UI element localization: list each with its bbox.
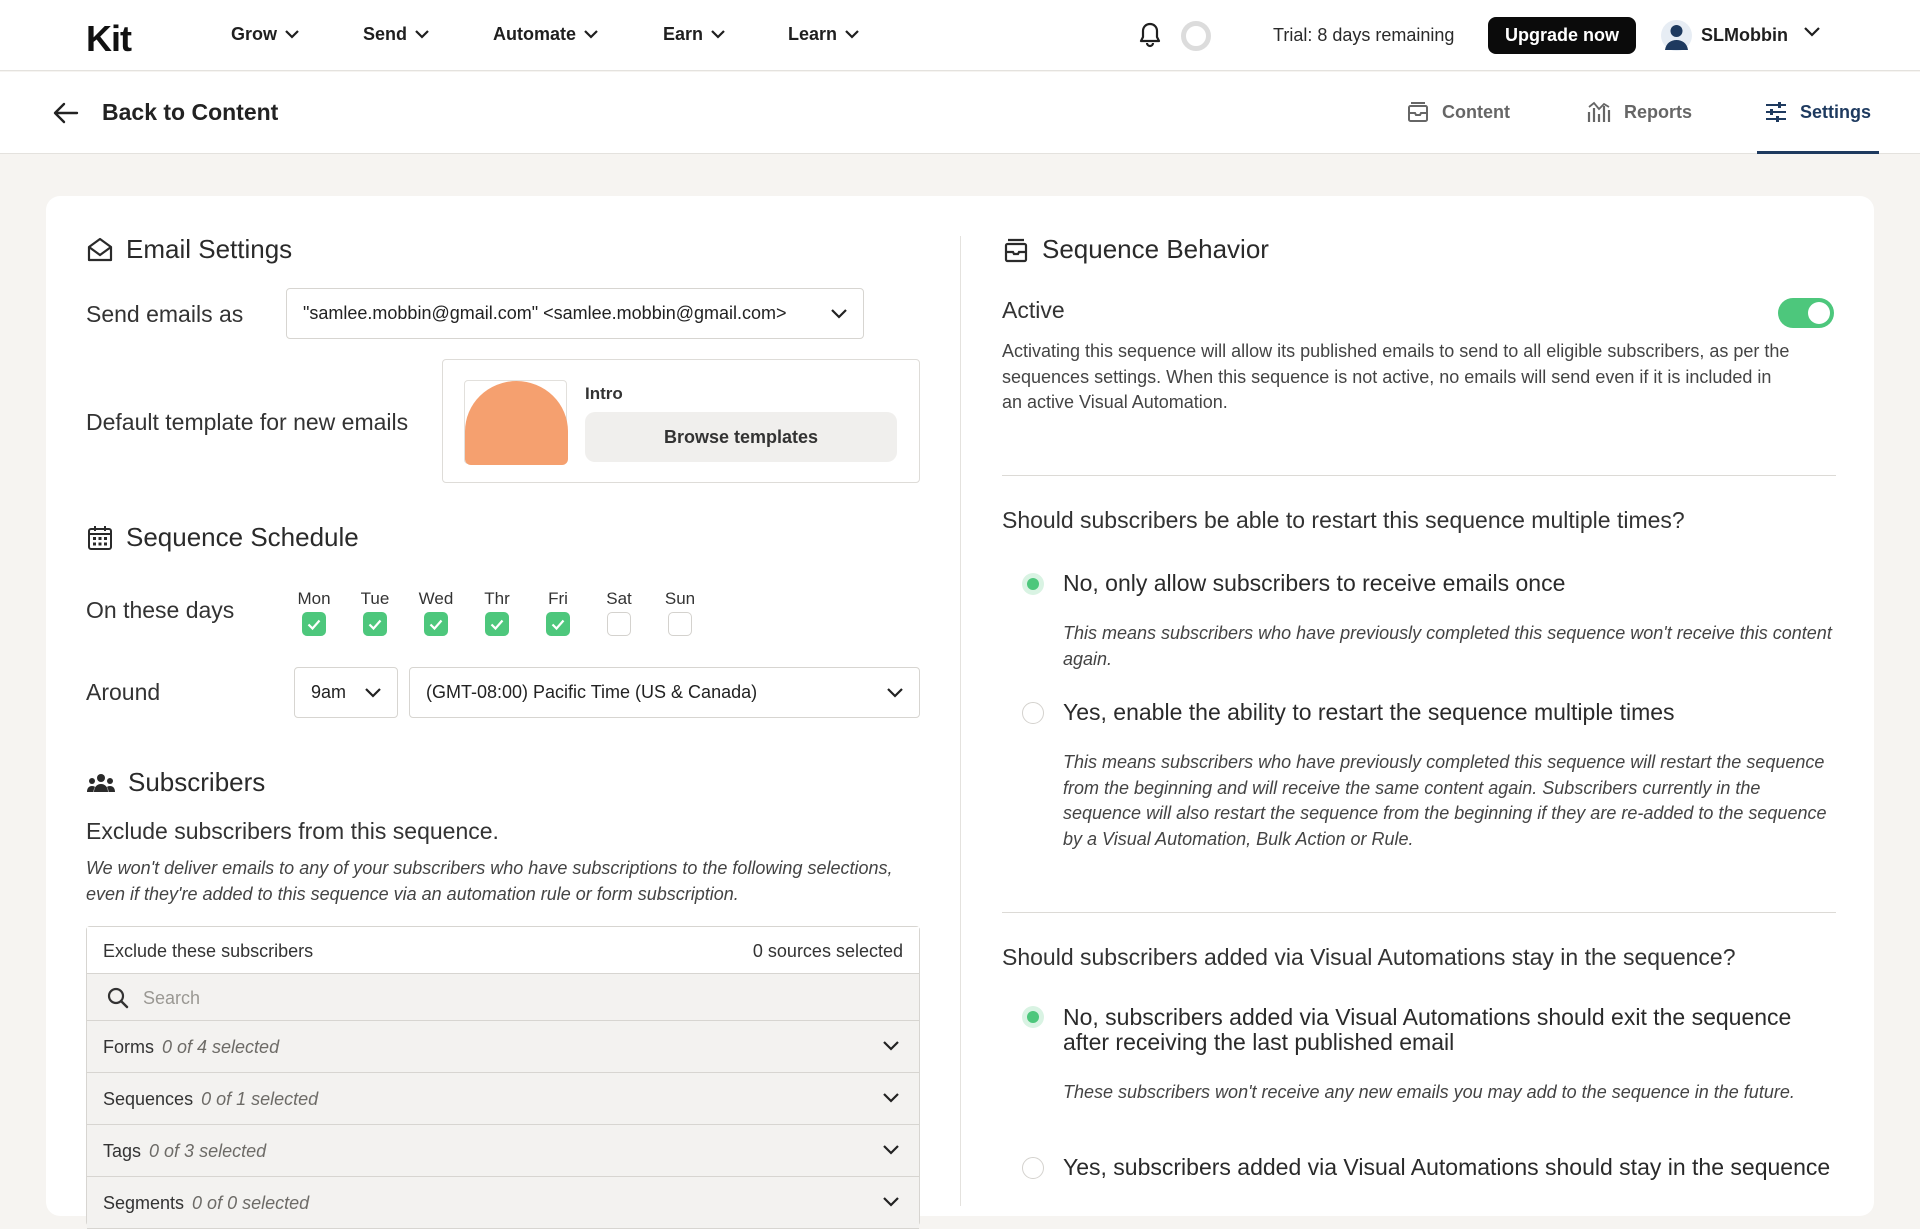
sequence-behavior-title: Sequence Behavior: [1042, 234, 1269, 264]
row-count: 0 of 0 selected: [192, 1193, 310, 1213]
upgrade-button[interactable]: Upgrade now: [1488, 17, 1636, 54]
check-icon: [490, 619, 504, 630]
user-icon: [1661, 20, 1692, 51]
top-navigation: [0, 0, 1920, 71]
row-name: Tags: [103, 1141, 142, 1161]
radio-va-exit[interactable]: [1022, 1006, 1044, 1028]
check-icon: [551, 619, 565, 630]
sources-selected-count: 0 sources selected: [752, 941, 903, 961]
sliders-icon: [1764, 100, 1788, 124]
chevron-down-icon: [845, 30, 859, 39]
va-exit-label[interactable]: No, subscribers added via Visual Automations should exit the sequence after receiving the last published email: [1063, 1004, 1792, 1055]
template-name: Intro: [585, 384, 623, 403]
chevron-down-icon: [285, 30, 299, 39]
nav-grow-label: Grow: [231, 24, 278, 44]
check-icon: [307, 619, 321, 630]
timezone-select[interactable]: [409, 667, 920, 718]
chevron-down-icon: [883, 1093, 899, 1103]
nav-send[interactable]: [363, 24, 429, 45]
inbox-icon: [1002, 236, 1030, 264]
tab-reports[interactable]: [1586, 100, 1692, 124]
template-thumbnail[interactable]: [464, 380, 567, 464]
divider: [1002, 912, 1836, 913]
nav-send-label: Send: [363, 24, 408, 44]
exclude-title: Exclude subscribers from this sequence.: [86, 818, 499, 844]
check-icon: [429, 619, 443, 630]
days-label: On these days: [86, 597, 235, 623]
loading-spinner-icon: [1181, 21, 1211, 51]
day-label-thr: Thr: [484, 589, 510, 608]
nav-learn[interactable]: [788, 24, 859, 45]
row-name: Sequences: [103, 1089, 194, 1109]
tab-reports-label: Reports: [1624, 101, 1693, 122]
restart-yes-description: This means subscribers who have previously completed this sequence will restart the sequence from the beginning and will receive the same content again. Subscribers currently in the sequence will also restart the sequence from the beginning if they are re-added to the sequence by a Visual Automation, Bulk Action or Rule.: [1063, 752, 1827, 849]
radio-restart-yes[interactable]: [1022, 702, 1044, 724]
username[interactable]: SLMobbin: [1701, 25, 1788, 45]
email-settings-heading: [86, 234, 292, 265]
sequence-schedule-title: Sequence Schedule: [126, 522, 359, 552]
send-as-select[interactable]: [286, 288, 864, 339]
chevron-down-icon: [711, 30, 725, 39]
envelope-open-icon: [86, 236, 114, 264]
email-settings-title: Email Settings: [126, 234, 293, 264]
nav-learn-label: Learn: [788, 24, 838, 44]
day-label-wed: Wed: [418, 589, 454, 608]
day-checkbox-sun[interactable]: [668, 612, 692, 636]
restart-no-description: This means subscribers who have previously completed this sequence won't receive this content again.: [1063, 623, 1832, 669]
exclude-panel-label: Exclude these subscribers: [103, 941, 314, 961]
avatar[interactable]: [1661, 20, 1692, 51]
toggle-knob: [1808, 302, 1830, 324]
day-checkbox-thr[interactable]: [485, 612, 509, 636]
back-to-content-link[interactable]: [52, 99, 278, 126]
bell-icon[interactable]: [1138, 22, 1162, 48]
row-name: Forms: [103, 1037, 154, 1057]
chevron-down-icon: [415, 30, 429, 39]
arrow-left-icon: [52, 102, 80, 124]
exclude-search-input[interactable]: [87, 974, 919, 1021]
chevron-down-icon: [887, 688, 903, 698]
active-description: Activating this sequence will allow its published emails to send to all eligible subscribers, as per the sequences settings. When this sequence is not active, no emails will send even if it is included in an active Visual Automation.: [1002, 341, 1790, 412]
day-checkbox-fri[interactable]: [546, 612, 570, 636]
nav-automate-label: Automate: [493, 24, 577, 44]
active-label: Active: [1002, 297, 1065, 323]
template-preview-shape: [465, 381, 568, 465]
row-count: 0 of 1 selected: [201, 1089, 319, 1109]
exclude-panel-header: [87, 927, 919, 974]
tab-settings-label: Settings: [1800, 101, 1872, 122]
va-stay-label[interactable]: Yes, subscribers added via Visual Automations should stay in the sequence: [1063, 1154, 1831, 1180]
restart-no-label[interactable]: No, only allow subscribers to receive emails once: [1063, 570, 1566, 596]
users-icon: [86, 771, 116, 795]
default-template-label: Default template for new emails: [86, 409, 409, 435]
divider: [1002, 475, 1836, 476]
content-subnav: [0, 72, 1920, 154]
exclude-subscribers-panel: [86, 926, 920, 1226]
day-checkbox-sat[interactable]: [607, 612, 631, 636]
row-count: 0 of 3 selected: [149, 1141, 267, 1161]
restart-yes-label[interactable]: Yes, enable the ability to restart the sequence multiple times: [1063, 699, 1675, 725]
exclude-row-forms[interactable]: [87, 1021, 919, 1073]
time-value: 9am: [311, 682, 347, 702]
va-exit-description: These subscribers won't receive any new emails you may add to the sequence in the future.: [1063, 1082, 1795, 1102]
column-divider: [960, 236, 961, 1206]
bar-chart-icon: [1586, 100, 1612, 124]
chevron-down-icon: [365, 688, 381, 698]
day-label-tue: Tue: [360, 589, 390, 608]
exclude-row-sequences[interactable]: [87, 1073, 919, 1125]
nav-grow[interactable]: [231, 24, 299, 45]
template-picker: [442, 359, 920, 483]
chevron-down-icon[interactable]: [1804, 27, 1820, 37]
day-checkbox-mon[interactable]: [302, 612, 326, 636]
trial-status: Trial: 8 days remaining: [1273, 25, 1455, 45]
inbox-icon: [1406, 100, 1430, 124]
row-count: 0 of 4 selected: [162, 1037, 280, 1057]
search-placeholder: Search: [143, 988, 201, 1008]
exclude-row-tags[interactable]: [87, 1125, 919, 1177]
day-checkbox-tue[interactable]: [363, 612, 387, 636]
exclude-description: We won't deliver emails to any of your subscribers who have subscriptions to the following selections, even if they're added to this sequence via an automation rule or form subscription.: [86, 858, 893, 904]
nav-earn-label: Earn: [663, 24, 704, 44]
day-label-fri: Fri: [548, 589, 568, 608]
exclude-row-segments[interactable]: [87, 1177, 919, 1229]
kit-logo[interactable]: Kit: [86, 18, 131, 59]
day-checkbox-wed[interactable]: [424, 612, 448, 636]
nav-automate[interactable]: [493, 24, 598, 45]
chevron-down-icon: [883, 1041, 899, 1051]
send-as-label: Send emails as: [86, 301, 244, 327]
tab-settings[interactable]: [1764, 100, 1871, 124]
around-label: Around: [86, 679, 161, 705]
radio-va-stay[interactable]: [1022, 1157, 1044, 1179]
day-label-sun: Sun: [664, 589, 696, 608]
visual-automation-question: Should subscribers added via Visual Automations stay in the sequence?: [1002, 944, 1736, 970]
back-label: Back to Content: [102, 99, 279, 125]
tab-content-label: Content: [1442, 101, 1510, 122]
time-select[interactable]: [294, 667, 398, 718]
row-name: Segments: [103, 1193, 185, 1213]
subscribers-heading: [86, 767, 265, 798]
tab-content[interactable]: [1406, 100, 1510, 124]
sequence-schedule-heading: [86, 522, 359, 553]
chevron-down-icon: [831, 309, 847, 319]
check-icon: [368, 619, 382, 630]
nav-earn[interactable]: [663, 24, 725, 45]
chevron-down-icon: [883, 1145, 899, 1155]
chevron-down-icon: [883, 1197, 899, 1207]
active-tab-indicator: [1757, 151, 1879, 154]
day-label-mon: Mon: [297, 589, 331, 608]
restart-question: Should subscribers be able to restart this sequence multiple times?: [1002, 507, 1685, 533]
subscribers-title: Subscribers: [128, 767, 266, 797]
day-label-sat: Sat: [606, 589, 632, 608]
timezone-value: (GMT-08:00) Pacific Time (US & Canada): [426, 682, 758, 702]
active-toggle[interactable]: [1778, 298, 1834, 328]
send-as-value: "samlee.mobbin@gmail.com" <samlee.mobbin@gmail.com>: [303, 303, 787, 323]
calendar-icon: [86, 524, 114, 552]
chevron-down-icon: [584, 30, 598, 39]
browse-templates-button[interactable]: Browse templates: [585, 412, 897, 462]
search-icon: [107, 987, 129, 1009]
radio-restart-no[interactable]: [1022, 573, 1044, 595]
sequence-behavior-heading: [1002, 234, 1269, 265]
